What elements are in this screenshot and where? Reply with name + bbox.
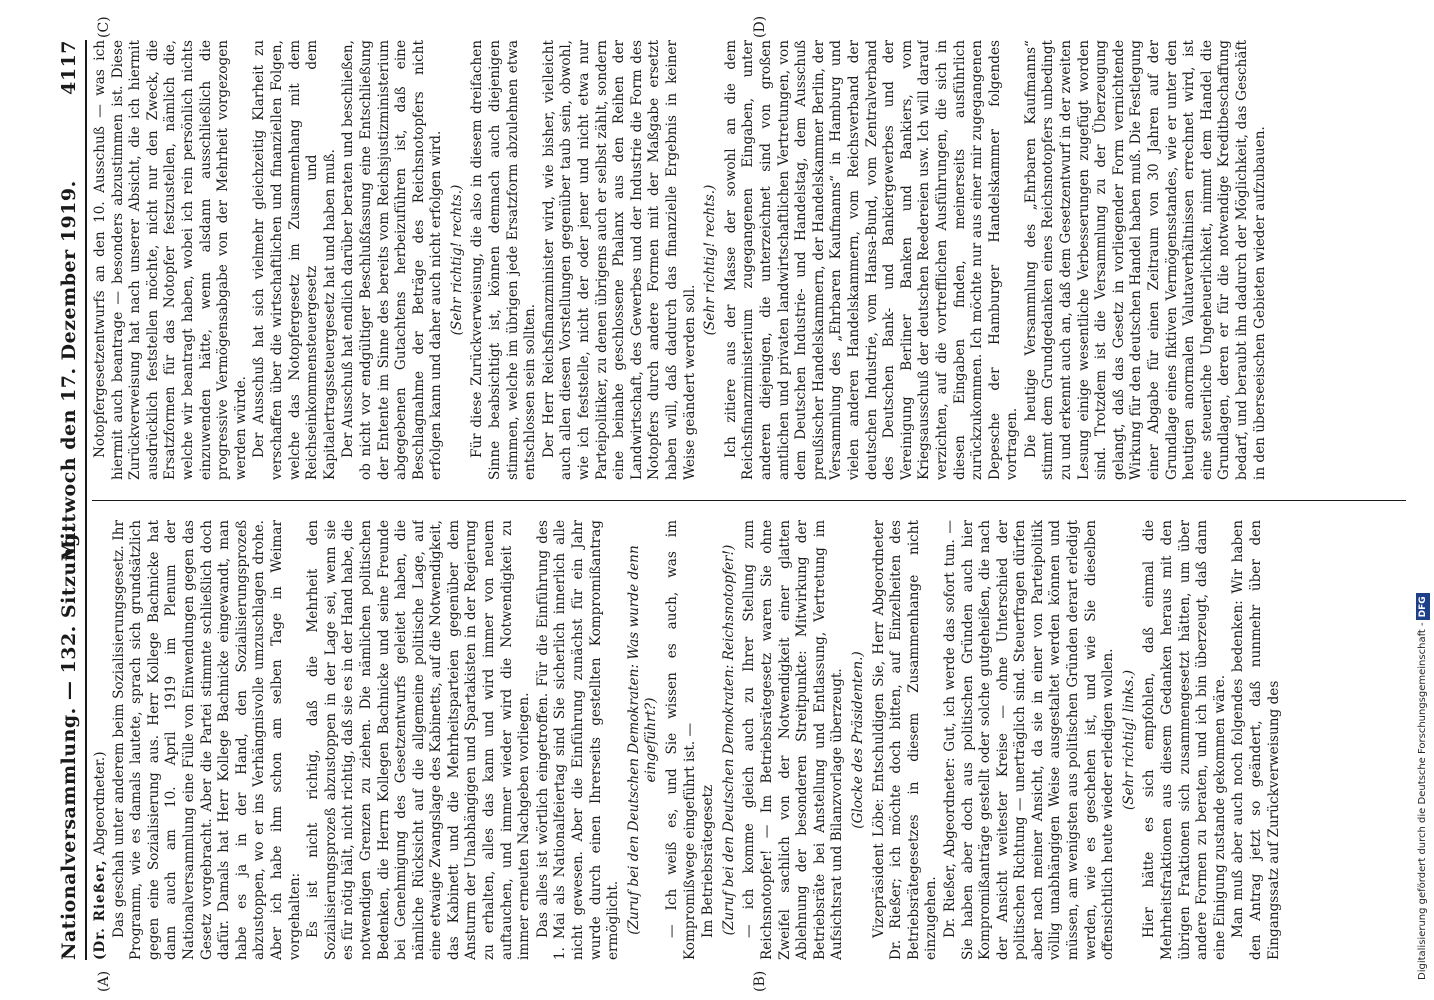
header-date <box>58 40 80 561</box>
paragraph: Der Herr Reichsfinanzminister wird, wie bisher, vielleicht auch allen diesen Vorstellungen gegenüber taub sein, obwohl, wie ich feststelle, nicht der oder jener und nicht etwa nur Parteipolitiker, zu denen übrigens auch er selbst zählt, sondern eine beinahe geschlossene Phalanx aus den Reihen der Landwirtschaft, des Gewerbes und der Industrie die Form des Notopfers durch andere Formen mit der Maßgabe ersetzt haben will, daß dadurch das finanzielle Ergebnis in keiner Weise geändert werden soll. <box>540 40 698 480</box>
interjection: (Zuruf bei den Deutschen Demokraten: Reichsnotopfer!) <box>720 544 737 936</box>
paragraph: Der Ausschuß hat endlich darüber beraten und beschließen, ob nicht vor endgültiger Beschlußfassung eine Entschließung der Entente im Sinne des bereits vom Reichsjustizministerium abgegebenen Gutachtens herbeizuführen ist, daß eine Beschlagnahme der Beträge des Reichsnotopfers nicht erfolgen kann und daher auch nicht erfolgen wird. <box>340 40 445 480</box>
page-number: 4117 <box>58 40 80 95</box>
dfg-logo: DFG <box>1416 593 1430 620</box>
speaker-name: (Dr. Rießer, <box>92 859 108 960</box>
interjection: (Zuruf bei den Deutschen Demokraten: Was wurde denn eingeführt?) <box>625 545 660 935</box>
paragraph: Es ist nicht richtig, daß die Mehrheit den Sozialisierungsprozeß abzustoppen in der Lage sei, wenn sie es für nötig hält, nicht richtig, daß sie es in der Hand habe, die notwendigen Grenzen zu ziehen. Die nämlichen politischen Bedenken, die Herrn Kollegen Bachnicke und seine Freunde bei Genehmigung des Gesetzentwurfs geleitet haben, die nämliche Rücksicht auf die allgemeine politische Lage, auf eine etwaige Zwangslage des Kabinetts, auf die Notwendigkeit, das Kabinett und die Mehrheitsparteien gegenüber dem Ansturm der Unabhängigen und Spartakisten in der Regierung zu erhalten, alles das kann und wird immer von neuem auftauchen, und immer wieder wird die Notwendigkeit zu immer erneuten Nachgeben vorliegen. <box>305 520 533 960</box>
margin-mark-a: (A) <box>96 970 112 992</box>
margin-mark-c: (C) <box>96 16 112 38</box>
column-divider <box>92 500 1406 501</box>
paragraph: Hier hätte es sich empfohlen, daß einmal die Mehrheitsfraktionen aus diesem Gedanken heraus mit den übrigen Fraktionen sich zusammengesetzt hätten, um über andere Formen zu beraten, und ich bin überzeugt, daß dann eine Einigung zustande gekommen wäre. <box>1141 520 1228 960</box>
paragraph: — Ich weiß es, und Sie wissen es auch, was im Kompromißwege eingeführt ist. — <box>664 520 698 960</box>
credit-line <box>1416 20 1430 980</box>
left-column <box>92 520 1406 960</box>
interjection: (Sehr richtig! rechts.) <box>702 184 719 336</box>
newspaper-page <box>52 0 1412 1000</box>
paragraph: Das alles ist wörtlich eingetroffen. Für die Einführung des 1. Mai als Nationalfeiertag sind Sie sicherlich innerlich alle nicht gewesen. Aber die Einführung zunächst für ein Jahr wurde durch einen Ihrerseits gestellten Kompromißantrag ermöglicht. <box>534 520 622 960</box>
paragraph: — ich komme gleich auch zu Ihrer Stellung zum Reichsnotopfer! — Im Betriebsrätegesetz waren Sie ohne Zweifel sachlich von der Notwendigkeit einer glatten Ablehnung der besonderen Streitpunkte: Mitwirkung der Betriebsräte bei Anstellung und Entlassung, Vertretung im Aufsichtsrat und Bilanzvorlage überzeugt. <box>741 520 846 960</box>
paragraph: Notopfergesetzentwurfs an den 10. Ausschuß — was ich hiermit auch beantrage — besonders abzustimmen ist. Diese Zurückverweisung hat nach unserer Absicht, die ich hiermit ausdrücklich feststellen möchte, nicht nur den Zweck, die Ersatzformen für das Notopfer festzustellen, nämlich die, welche wir beantragt haben, wobei ich rein persönlich nichts einzuwenden hätte, wenn alsdann ausschließlich die progressive Vermögensabgabe von der Mehrheit vorgezogen werden würde. <box>92 40 249 480</box>
interjection: (Glocke des Präsidenten.) <box>849 651 866 829</box>
paragraph: Die heutige Versammlung des „Ehrbaren Kaufmanns“ stimmt dem Grundgedanken eines Reichsnotopfers unbedingt zu und erkennt auch an, daß dem Gesetzentwurf in der zweiten Lesung einige wesentliche Verbesserungen zugefügt worden sind. Trotzdem ist die Versammlung zu der Überzeugung gelangt, daß das Gesetz in vorliegender Form vernichtende Wirkung für den deutschen Handel haben muß. Die Festlegung einer Abgabe für einen Zeitraum von 30 Jahren auf der Grundlage eines fiktiven Vermögensstandes, wie er unter den heutigen anormalen Valutaverhältnissen errechnet wird, ist eine steuerliche Ungeheuerlichkeit, nimmt dem Handel die Grundlagen, deren er für die notwendige Kreditbeschaffung bedarf, und beraubt ihn dadurch der Möglichkeit, das Geschäft in den überseeischen Gebieten wieder aufzubauen. <box>1022 40 1268 480</box>
header-left-title: Nationalversammlung. — 132. Sitzung. <box>58 526 80 960</box>
credit-text: Digitalisierung gefördert durch die Deutsche Forschungsgemeinschaft - <box>1417 622 1428 980</box>
speaker-line <box>92 520 110 960</box>
paragraph: Ich zitiere aus der Masse der sowohl an die dem Reichsfinanzministerium zugegangenen Eingaben, unter anderen diejenigen, die unterzeichnet sind von großen amtlichen und privaten landwirtschaftlichen Vertretungen, von dem Deutschen Industrie- und Handelstag, dem Ausschuß preußischer Handelskammern, der Handelskammer Berlin, der Versammlung des „Ehrbaren Kaufmanns“ in Hamburg und vielen anderen Handelskammern, vom Reichsverband der deutschen Industrie, vom Hansa-Bund, vom Zentralverband des Deutschen Bank- und Bankiergewerbes und der Vereinigung Berliner Banken und Bankiers, vom Kriegsausschuß der deutschen Reedereien usw. Ich will darauf verzichten, auf die vortrefflichen Ausführungen, die sich in diesen Eingaben finden, meinerseits ausführlich zurückzukommen. Ich möchte nur aus einer mir zugegangenen Depesche der Hamburger Handelskammer folgendes vortragen. <box>722 40 1021 480</box>
paragraph: Im Betriebsrätegesetz <box>700 784 717 938</box>
paragraph: Dr. Rießer, Abgeordneter: Gut, ich werde das sofort tun. — Sie haben aber doch aus politischen Gründen auch hier Kompromißanträge gestellt oder solche gutgeheißen, die nach der Ansicht weitester Kreise — ohne Unterschied der politischen Richtung — unerträglich sind. Steuerfragen dürfen aber nach meiner Ansicht, da sie in einer von Parteipolitik völlig unabhängigen Weise ausgestaltet werden können und müssen, am wenigsten aus politischen Gründen derart erledigt werden, wie es geschehen ist, und wie Sie dieselben offensichtlich heute wieder erledigen wollen. <box>941 520 1117 960</box>
right-column <box>92 40 1406 480</box>
digitization-credit <box>1416 20 1430 980</box>
speaker-role: Abgeordneter.) <box>92 751 108 856</box>
interjection: (Sehr richtig! links.) <box>1120 669 1137 811</box>
paragraph: Der Ausschuß hat sich vielmehr gleichzeitig Klarheit zu verschaffen über die wirtschaftlichen und finanziellen Folgen, welche das Notopfergesetz im Zusammenhang mit dem Reichseinkommensteuergesetz und dem Kapitalertragssteuergesetz hat und haben muß. <box>251 40 338 480</box>
paragraph: Man muß aber auch noch folgendes bedenken: Wir haben den Antrag jetzt so geändert, daß nunmehr über den Eingangssatz auf Zurückverweisung des <box>1230 520 1282 960</box>
margin-mark-b: (B) <box>752 970 768 992</box>
margin-mark-d: (D) <box>752 15 768 38</box>
paragraph: Für diese Zurückverweisung, die also in diesem dreifachen Sinne beabsichtigt ist, können demnach auch diejenigen stimmen, welche im übrigen jede Ersatzform abzulehnen etwa entschlossen sein sollten. <box>469 40 539 480</box>
header-date-text: Mittwoch den 17. Dezember 1919. <box>58 180 80 562</box>
header-rule <box>85 40 87 960</box>
interjection: (Sehr richtig! rechts.) <box>448 184 465 336</box>
paragraph: Das geschah unter anderem beim Sozialisierungsgesetz. Ihr Programm, wie es damals lautete, sprach sich grundsätzlich gegen eine Sozialisierung aus. Herr Kollege Bachnicke hat dann auch am 10. April 1919 im Plenum der Nationalversammlung eine Fülle von Einwendungen gegen das Gesetz vorgebracht. Aber die Partei stimmte schließlich doch dafür. Damals hat Herr Kollege Bachnicke eingewandt, man habe es ja in der Hand, den Sozialisierungsprozeß abzustoppen, wo er ins Verhängnisvolle umzuschlagen drohe. Aber ich habe ihm schon am selben Tage in Weimar vorgehalten: <box>110 520 303 960</box>
page-header <box>58 40 82 960</box>
paragraph: Vizepräsident Löbe: Entschuldigen Sie, Herr Abgeordneter Dr. Rießer; ich möchte doch bitten, auf Einzelheiten des Betriebsrätegesetzes in diesem Zusammenhange nicht einzugehen. <box>870 520 940 960</box>
